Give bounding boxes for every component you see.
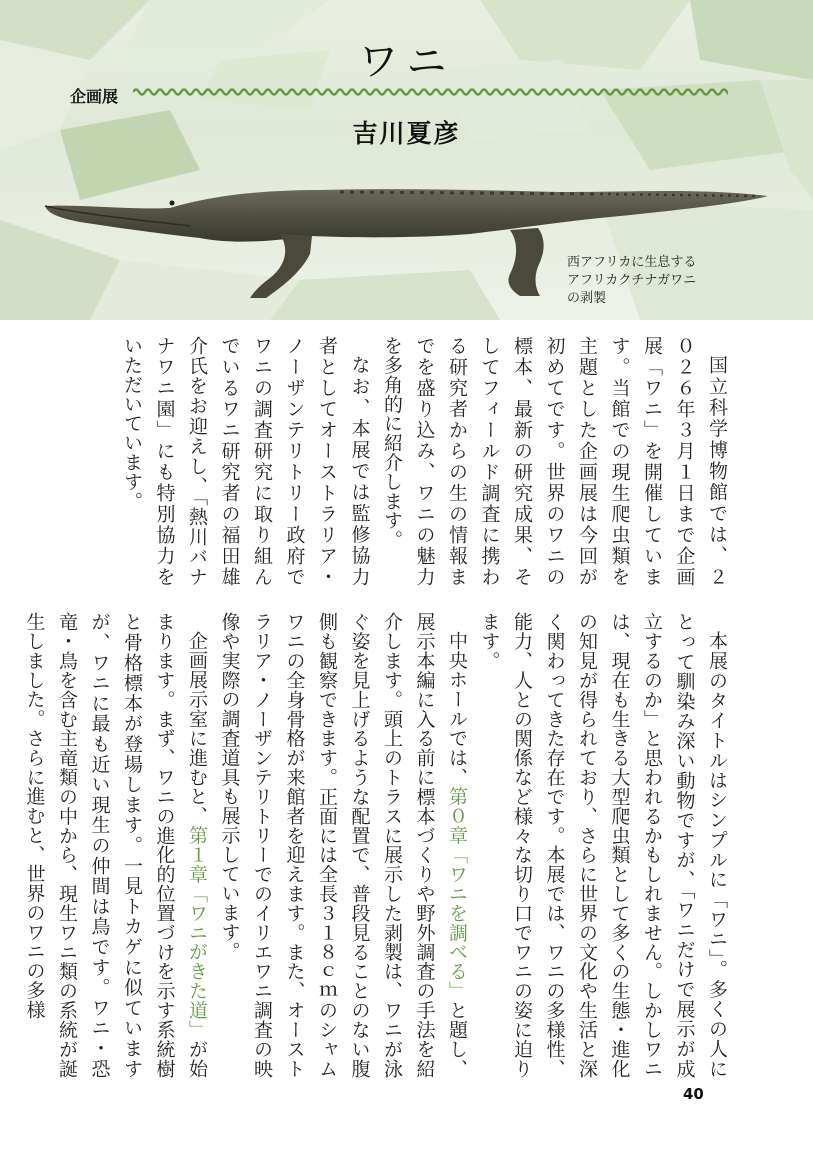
- paragraph-text: 中央ホールでは、: [446, 631, 468, 787]
- wavy-divider: [133, 86, 728, 98]
- photo-caption: [567, 254, 696, 308]
- page-title: ワニ: [358, 39, 455, 85]
- caption-line: 西アフリカに生息する: [567, 255, 697, 270]
- article-paragraph: [213, 612, 473, 1078]
- caption-line: の剥製: [567, 291, 607, 306]
- paragraph-text: と題し、展示本編に入る前に標本づくりや野外調査の手法を紹介します。頭上のトラスに展示した剥製は、ワニが泳ぐ姿を見上げるような配置で、普段見ることのない腹側も観察できます。正面には全長３１８ｃｍのシャムワニの全身骨格が来館者を迎えます。また、オーストラリア・ノーザンテリトリーでのイリエワニ調査の映像や実際の調査道具も展示しています。: [218, 612, 468, 1079]
- article-paragraph: [18, 612, 213, 1078]
- article-paragraph: なお、本展では監修協力者としてオーストラリア・ノーザンテリトリー政府でワニの調査研究に取り組んでいるワニ研究者の福田雄介氏をお迎えし、「熱川バナナワニ園」にも特別協力をいただいています。: [121, 336, 371, 586]
- header-banner: [0, 0, 813, 320]
- article-paragraph: 本展のタイトルはシンプルに「ワニ」。多くの人にとって馴染み深い動物ですが、「ワニだけで展示が成立するのか」と思われるかもしれません。しかしワニは、現在も生きる大型爬虫類として多くの生態・進化の知見が得られており、さらに世界の文化や生活と深く関わってきた存在です。本展では、ワニの多様性、能力、人との関係など様々な切り口でワニの姿に迫ります。: [478, 612, 728, 1078]
- article-paragraph: 国立科学博物館では、２０２６年３月１日まで企画展「ワニ」を開催しています。当館での現生爬虫類を主題とした企画展は今回が初めてです。世界のワニの標本、最新の研究成果、そしてフィールド調査に携わる研究者からの生の情報までを盛り込み、ワニの魅力を多角的に紹介します。: [381, 336, 728, 586]
- paragraph-text: が始まります。まず、ワニの進化的位置づけを示す系統樹と骨格標本が登場します。一見トカゲに似ていますが、ワニに最も近い現生の仲間は鳥です。ワニ・恐竜・鳥を含む主竜類の中から、現生ワニ類の系統が誕生しました。さらに進むと、世界のワニの多様: [23, 612, 208, 1079]
- chapter-title: 「ワニがきた道」: [186, 883, 208, 1040]
- article-lower-block: [23, 612, 733, 1079]
- chapter-number: 第０章: [446, 786, 468, 845]
- section-label: 企画展: [70, 87, 119, 106]
- chapter-title: 「ワニを調べる」: [446, 844, 468, 1001]
- paragraph-text: 企画展示室に進むと、: [186, 631, 208, 826]
- caption-line: アフリカクチナガワニ: [567, 273, 697, 288]
- chapter-number: 第１章: [186, 825, 208, 884]
- page-number: 40: [683, 1085, 704, 1103]
- article-upper-block: [73, 336, 733, 586]
- author-name: 吉川夏彦: [352, 119, 461, 148]
